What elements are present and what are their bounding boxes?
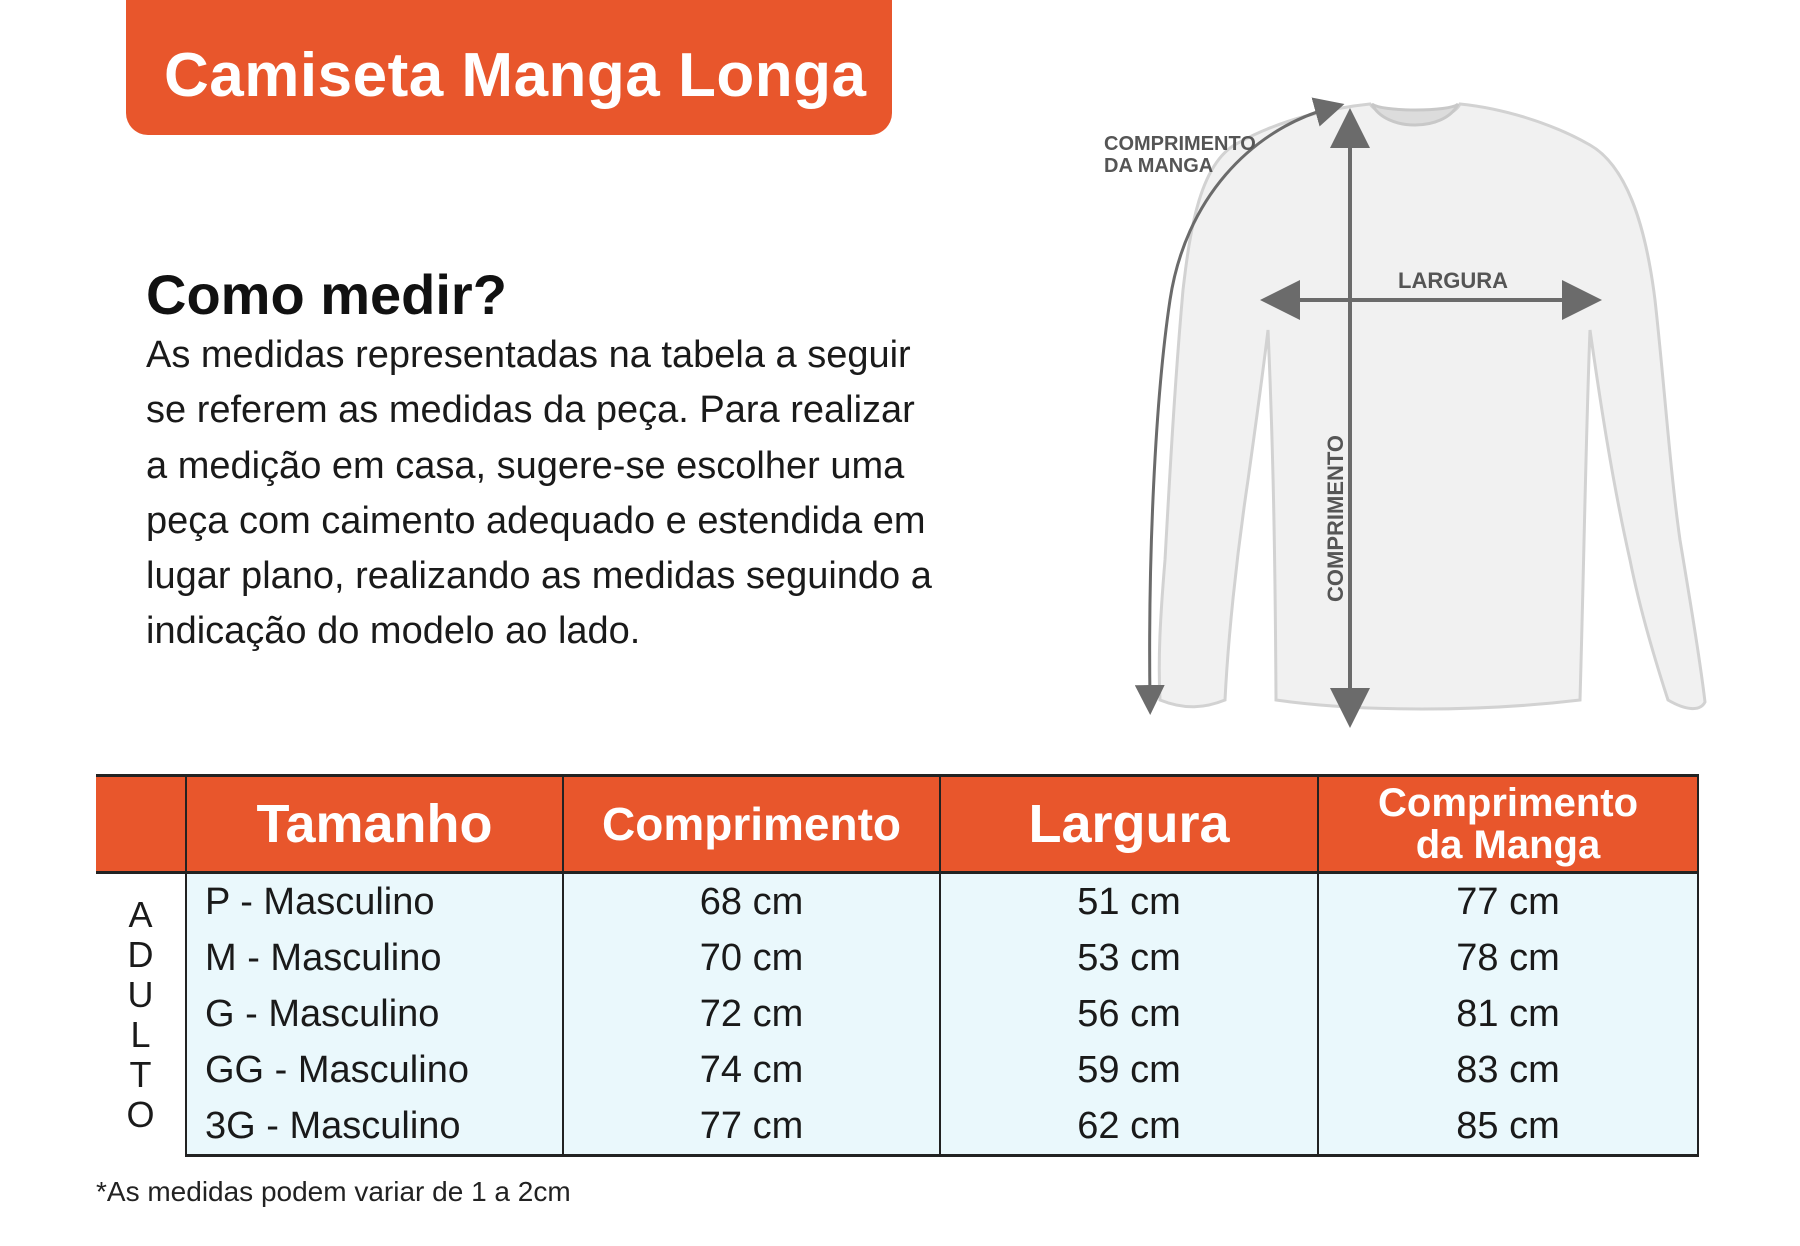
group-letter: U bbox=[127, 973, 154, 1015]
group-header bbox=[96, 776, 186, 873]
how-to-line: indicação do modelo ao lado. bbox=[146, 610, 641, 653]
page-title: Camiseta Manga Longa bbox=[164, 41, 867, 110]
how-to-measure-heading: Como medir? bbox=[146, 263, 507, 326]
length-header: Comprimento bbox=[563, 776, 940, 873]
table-header-row bbox=[96, 776, 1698, 873]
shirt-measurement-diagram bbox=[1090, 95, 1710, 735]
how-to-line: lugar plano, realizando as medidas seguindo a bbox=[146, 555, 932, 598]
sleeve-length-label: COMPRIMENTO bbox=[1104, 133, 1256, 155]
width-cell: 53 cm bbox=[940, 930, 1318, 986]
length-cell: 70 cm bbox=[563, 930, 940, 986]
width-cell: 59 cm bbox=[940, 1042, 1318, 1098]
footnote: *As medidas podem variar de 1 a 2cm bbox=[96, 1176, 571, 1207]
length-cell: 68 cm bbox=[563, 873, 940, 931]
width-header: Largura bbox=[940, 776, 1318, 873]
sleeve-cell: 85 cm bbox=[1318, 1098, 1698, 1156]
how-to-line: se referem as medidas da peça. Para realizar bbox=[146, 389, 915, 432]
width-label: LARGURA bbox=[1398, 268, 1508, 293]
sleeve-cell: 77 cm bbox=[1318, 873, 1698, 931]
width-cell: 51 cm bbox=[940, 873, 1318, 931]
sleeve-length-header-line: da Manga bbox=[1415, 823, 1601, 867]
sleeve-length-header-line: Comprimento bbox=[1378, 781, 1638, 825]
length-label: COMPRIMENTO bbox=[1323, 434, 1348, 602]
group-letter: T bbox=[129, 1053, 152, 1095]
size-cell: P - Masculino bbox=[186, 873, 563, 931]
sleeve-cell: 81 cm bbox=[1318, 986, 1698, 1042]
group-letter: A bbox=[128, 893, 153, 935]
table-row bbox=[96, 930, 1698, 986]
size-cell: GG - Masculino bbox=[186, 1042, 563, 1098]
table-row bbox=[96, 1098, 1698, 1156]
table-row bbox=[96, 986, 1698, 1042]
sleeve-length-header bbox=[1318, 776, 1698, 873]
group-letter: D bbox=[127, 933, 154, 975]
size-header: Tamanho bbox=[186, 776, 563, 873]
title-banner bbox=[126, 0, 892, 135]
size-cell: 3G - Masculino bbox=[186, 1098, 563, 1156]
length-cell: 77 cm bbox=[563, 1098, 940, 1156]
group-letter: O bbox=[126, 1093, 155, 1135]
sleeve-cell: 78 cm bbox=[1318, 930, 1698, 986]
width-cell: 62 cm bbox=[940, 1098, 1318, 1156]
group-letter: L bbox=[130, 1013, 151, 1055]
sleeve-length-label: DA MANGA bbox=[1104, 155, 1214, 177]
size-cell: G - Masculino bbox=[186, 986, 563, 1042]
width-cell: 56 cm bbox=[940, 986, 1318, 1042]
size-cell: M - Masculino bbox=[186, 930, 563, 986]
size-table bbox=[96, 774, 1699, 1157]
table-row bbox=[96, 873, 1698, 931]
length-cell: 74 cm bbox=[563, 1042, 940, 1098]
shirt-shape bbox=[1159, 104, 1705, 709]
sleeve-cell: 83 cm bbox=[1318, 1042, 1698, 1098]
length-cell: 72 cm bbox=[563, 986, 940, 1042]
adult-group-label bbox=[96, 873, 186, 1156]
how-to-line: peça com caimento adequado e estendida em bbox=[146, 499, 926, 542]
how-to-measure-text bbox=[146, 328, 1016, 660]
table-row bbox=[96, 1042, 1698, 1098]
how-to-line: a medição em casa, sugere-se escolher uma bbox=[146, 444, 905, 487]
how-to-line: As medidas representadas na tabela a seguir bbox=[146, 334, 911, 376]
